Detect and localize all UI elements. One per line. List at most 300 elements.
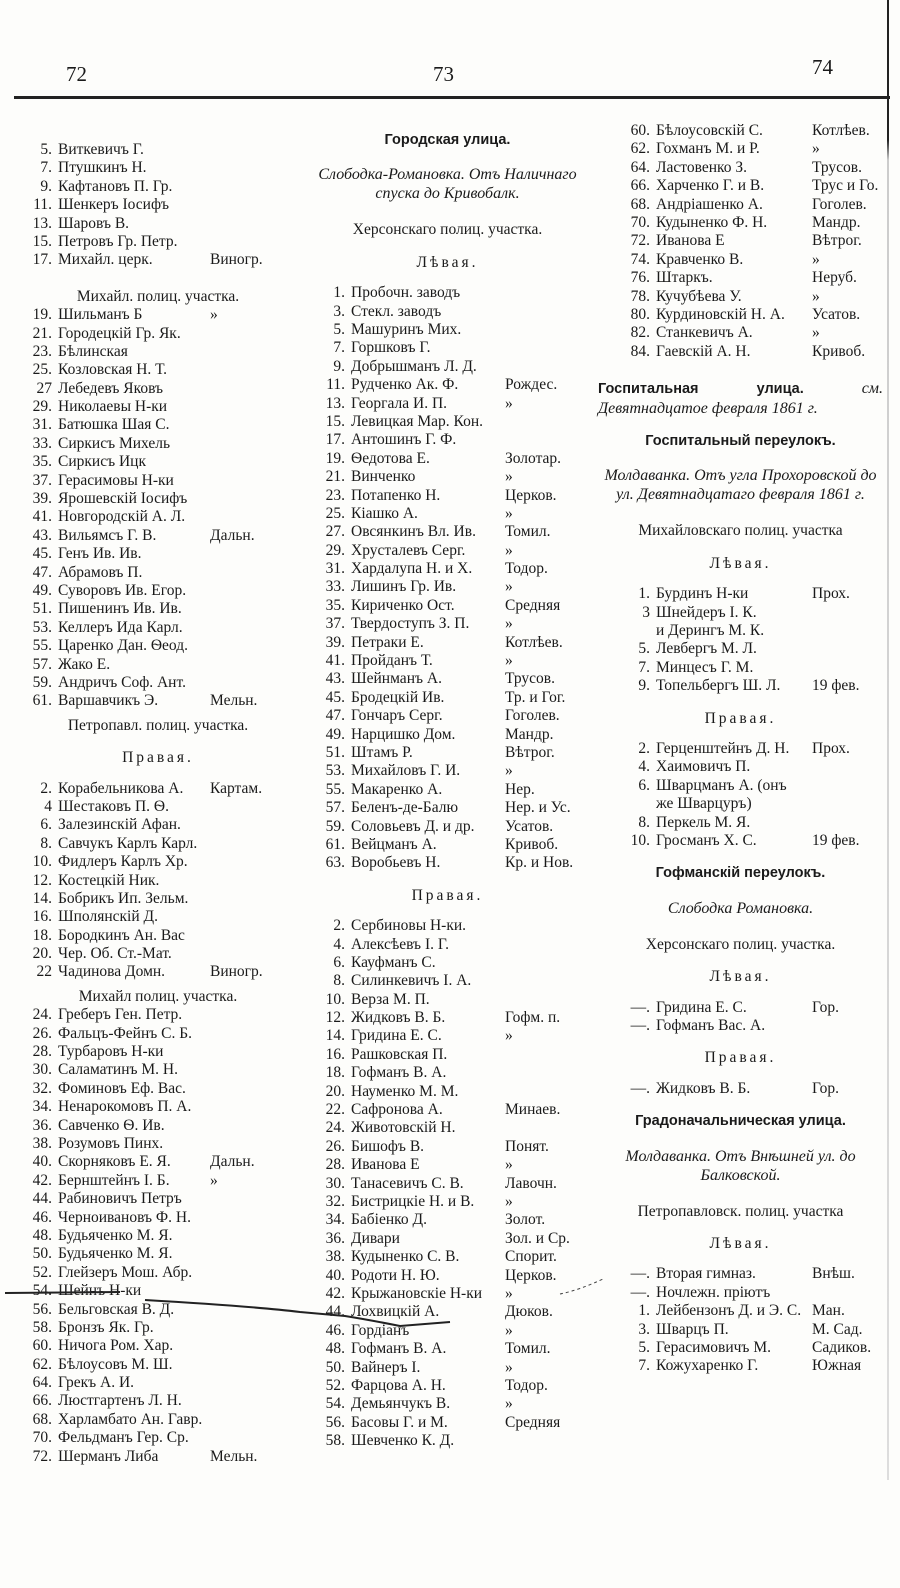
- address-entry: [305, 542, 590, 560]
- cross-street: »: [505, 1156, 513, 1174]
- house-number: 68.: [630, 195, 650, 213]
- resident-name: Андричъ Соф. Ант.: [58, 673, 186, 691]
- resident-name: Вильямсъ Г. В.: [58, 526, 157, 544]
- resident-name: Шенкеръ Іосифъ: [58, 196, 170, 214]
- resident-name: Бѣлинская: [58, 342, 128, 360]
- cross-street: Гофм. п.: [505, 1009, 561, 1027]
- address-entry: [305, 505, 590, 523]
- resident-name: Шварцъ П.: [656, 1320, 729, 1338]
- house-number: 39.: [32, 490, 52, 508]
- address-entry: [305, 670, 590, 688]
- resident-name: Шестаковъ П. Ѳ.: [58, 797, 169, 815]
- resident-name: Бѣлоусовскій С.: [656, 122, 763, 139]
- resident-name: Гофманъ В. А.: [351, 1064, 447, 1082]
- address-entry: [598, 159, 883, 177]
- address-entry: [18, 564, 298, 582]
- resident-name: Савчукъ Карлъ Карл.: [58, 834, 198, 852]
- address-entry: [18, 545, 298, 563]
- cross-street: »: [505, 468, 513, 486]
- resident-name: Ничога Ром. Хар.: [58, 1337, 174, 1355]
- resident-name: Курдиновскій Н. А.: [656, 305, 785, 323]
- resident-name: Пройданъ Т.: [351, 652, 433, 670]
- house-number: 80.: [630, 305, 650, 323]
- resident-name: Демьянчукъ В.: [351, 1395, 451, 1413]
- house-number: 31.: [32, 416, 52, 434]
- cross-street: »: [505, 541, 513, 559]
- address-entry: [598, 758, 883, 776]
- house-number: 41.: [32, 508, 52, 526]
- resident-name: Гордіанъ: [351, 1321, 410, 1339]
- house-number: 45.: [325, 688, 345, 706]
- address-entry: [18, 435, 298, 453]
- resident-name: Макаренко А.: [351, 780, 443, 798]
- house-number: 24.: [32, 1006, 52, 1024]
- house-number: 3.: [333, 302, 345, 320]
- resident-name: Басовы Г. и М.: [351, 1413, 448, 1431]
- house-number: 49.: [325, 725, 345, 743]
- cross-street: Южная: [812, 1357, 862, 1375]
- house-number: 14.: [32, 889, 52, 907]
- address-entry: [18, 798, 298, 816]
- address-entry: [18, 619, 298, 637]
- address-entry: [305, 1138, 590, 1156]
- house-number: 24.: [325, 1119, 345, 1137]
- address-entry: [18, 1301, 298, 1319]
- resident-name: Сербиновы Н-ки.: [351, 917, 467, 935]
- cross-street: Золот.: [505, 1211, 546, 1229]
- house-number: 54.: [325, 1395, 345, 1413]
- cross-street: »: [812, 287, 820, 305]
- resident-name: Вейцманъ А.: [351, 835, 437, 853]
- cross-street: Виногр.: [210, 251, 263, 269]
- cross-street: 19 фев.: [812, 677, 860, 695]
- cross-street: Дальн.: [210, 526, 255, 544]
- cross-street: Дюков.: [505, 1303, 553, 1321]
- address-entry: [305, 468, 590, 486]
- resident-name: Танасевичъ С. В.: [351, 1174, 464, 1192]
- house-number: 33.: [32, 434, 52, 452]
- cross-street: »: [812, 250, 820, 268]
- page-number-left: 72: [66, 62, 87, 86]
- house-number: 4: [44, 797, 52, 815]
- page-number-center: 73: [433, 62, 454, 86]
- address-entry: [305, 1414, 590, 1432]
- address-entry: [18, 1411, 298, 1429]
- house-number: 48.: [32, 1226, 52, 1244]
- house-number: 12.: [32, 871, 52, 889]
- resident-name: Минцесъ Г. М.: [656, 658, 754, 676]
- house-number: 63.: [325, 854, 345, 872]
- address-entry: [305, 1064, 590, 1082]
- resident-name: Костецкій Ник.: [58, 871, 160, 889]
- resident-name: Пишенинъ Ив. Ив.: [58, 600, 182, 618]
- cross-street: Зол. и Ср.: [505, 1229, 570, 1247]
- page-number-right: 74: [812, 55, 833, 79]
- resident-name: Савченко Ѳ. Ив.: [58, 1116, 165, 1134]
- resident-name: Скорняковъ Е. Я.: [58, 1153, 171, 1171]
- address-entry: [18, 416, 298, 434]
- resident-name: Перкель М. Я.: [656, 813, 751, 831]
- resident-name: Фидлеръ Карлъ Хр.: [58, 853, 188, 871]
- house-number: 25.: [32, 361, 52, 379]
- house-number: 13.: [32, 214, 52, 232]
- house-number: 46.: [32, 1208, 52, 1226]
- resident-name: Рабиновичъ Петръ: [58, 1190, 182, 1208]
- address-entry: [18, 215, 298, 233]
- resident-name: Ѳедотова Е.: [351, 449, 430, 467]
- cross-street: »: [210, 1171, 218, 1189]
- resident-name: Штамъ Р.: [351, 743, 413, 761]
- resident-name: Турбаровъ Н-ки: [58, 1043, 164, 1061]
- house-number: 7.: [40, 159, 52, 177]
- resident-name: Жидковъ В. Б.: [656, 1079, 751, 1097]
- resident-name: Алексѣевъ І. Г.: [351, 935, 449, 953]
- house-number: 21.: [325, 468, 345, 486]
- resident-name: Козловская Н. Т.: [58, 361, 167, 379]
- address-entry: [305, 413, 590, 431]
- address-entry: [18, 508, 298, 526]
- house-number: 84.: [630, 342, 650, 360]
- house-number: 4.: [333, 935, 345, 953]
- house-number: 28.: [32, 1043, 52, 1061]
- resident-name: Греберъ Ген. Петр.: [58, 1006, 183, 1024]
- police-precinct-label: Михайловскаго полиц. участка: [638, 522, 843, 540]
- address-entry: [18, 1209, 298, 1227]
- address-entry: [305, 1230, 590, 1248]
- cross-street: Картам.: [210, 779, 263, 797]
- address-entry: [305, 1101, 590, 1119]
- house-number: 32.: [32, 1079, 52, 1097]
- address-entry: [305, 936, 590, 954]
- resident-name: Левицкая Мар. Кон.: [351, 412, 484, 430]
- resident-name: Лишинъ Гр. Ив.: [351, 578, 457, 596]
- house-number: 8.: [638, 813, 650, 831]
- address-entry: [18, 637, 298, 655]
- address-entry: [305, 1009, 590, 1027]
- resident-name: Герценштейнъ Д. Н.: [656, 740, 790, 758]
- house-number: 27.: [325, 523, 345, 541]
- resident-name: Фальцъ-Фейнъ С. Б.: [58, 1024, 193, 1042]
- cross-street: »: [505, 762, 513, 780]
- address-entry: [18, 945, 298, 963]
- house-number: 51.: [32, 600, 52, 618]
- cross-street: Понят.: [505, 1137, 549, 1155]
- cross-street: Трусов.: [812, 158, 862, 176]
- address-entry: [18, 780, 298, 798]
- cross-street: Мандр.: [812, 213, 861, 231]
- cross-street: Прох.: [812, 585, 850, 603]
- address-entry: [305, 744, 590, 762]
- house-number: 32.: [325, 1192, 345, 1210]
- house-number: 11.: [326, 376, 345, 394]
- house-number: 82.: [630, 324, 650, 342]
- cross-street: Усатов.: [505, 817, 554, 835]
- resident-name: Жидковъ В. Б.: [351, 1009, 446, 1027]
- house-number: 45.: [32, 545, 52, 563]
- house-number: 17.: [32, 251, 52, 269]
- address-entry: [305, 1267, 590, 1285]
- house-number: 14.: [325, 1027, 345, 1045]
- address-entry: [305, 1340, 590, 1358]
- house-number: 70.: [32, 1429, 52, 1447]
- house-number: 42.: [325, 1284, 345, 1302]
- house-number: 25.: [325, 504, 345, 522]
- address-entry: [598, 777, 883, 795]
- address-entry: [305, 991, 590, 1009]
- address-entry: [18, 908, 298, 926]
- house-number: 58.: [325, 1432, 345, 1450]
- resident-name: Кучубѣева У.: [656, 287, 742, 305]
- resident-name: Птушкинъ Н.: [58, 159, 147, 177]
- cross-street: Виногр.: [210, 963, 263, 981]
- cross-street: »: [505, 1395, 513, 1413]
- address-entry: [598, 196, 883, 214]
- house-number: 19.: [32, 306, 52, 324]
- address-entry: [305, 652, 590, 670]
- address-entry: [305, 954, 590, 972]
- house-number: 26.: [32, 1024, 52, 1042]
- cross-street: М. Сад.: [812, 1320, 863, 1338]
- house-number: 29.: [32, 398, 52, 416]
- resident-name: Генъ Ив. Ив.: [58, 545, 142, 563]
- house-number: 10.: [325, 990, 345, 1008]
- house-number: 10.: [630, 832, 650, 849]
- cross-street: »: [505, 1284, 513, 1302]
- street-heading: Городская улица.: [384, 132, 511, 148]
- resident-name: Винченко: [351, 468, 416, 486]
- address-entry: [598, 740, 883, 758]
- address-entry: [305, 1211, 590, 1229]
- house-number: 23.: [325, 486, 345, 504]
- resident-name: Бистрицкіе Н. и В.: [351, 1192, 475, 1210]
- address-entry: [18, 582, 298, 600]
- resident-name: Михайловъ Г. И.: [351, 762, 461, 780]
- address-entry: [598, 1302, 883, 1320]
- resident-name: Ненарокомовъ П. А.: [58, 1098, 192, 1116]
- address-entry: [18, 159, 298, 177]
- address-entry: [598, 1017, 883, 1035]
- address-entry: [305, 634, 590, 652]
- address-entry: [18, 1245, 298, 1263]
- address-entry: [18, 1356, 298, 1374]
- cross-street: »: [505, 615, 513, 633]
- resident-name: Гофманъ В. А.: [351, 1340, 447, 1358]
- resident-name: Стекл. заводъ: [351, 302, 442, 320]
- resident-name: Штаркъ.: [656, 269, 713, 287]
- side-label: Лѣвая.: [416, 253, 479, 271]
- police-precinct-label: Петропавловск. полиц. участка: [637, 1202, 844, 1220]
- address-entry: [18, 490, 298, 508]
- cross-street: Томил.: [505, 1340, 551, 1358]
- resident-name: Овсянкинъ Вл. Ив.: [351, 523, 476, 541]
- resident-name: Шейнманъ А.: [351, 670, 442, 688]
- resident-name: Крыжановскіе Н-ки: [351, 1284, 483, 1302]
- resident-name: Топельбергъ Ш. Л.: [656, 677, 781, 695]
- address-entry: [18, 1098, 298, 1116]
- address-entry: [305, 615, 590, 633]
- resident-name: Вайнеръ І.: [351, 1358, 421, 1376]
- street-heading: Госпитальный переулокъ.: [645, 433, 836, 450]
- address-entry: [18, 1190, 298, 1208]
- resident-name: Вторая гимназ.: [656, 1265, 756, 1283]
- address-entry: [18, 674, 298, 692]
- resident-name: Бродецкій Ив.: [351, 688, 445, 706]
- address-entry: [598, 604, 883, 622]
- house-number: 50.: [325, 1358, 345, 1376]
- house-number: 34.: [32, 1098, 52, 1116]
- address-entry: [305, 707, 590, 725]
- address-entry: [305, 1083, 590, 1101]
- resident-name: Шнейдеръ І. К.: [656, 603, 757, 621]
- resident-name: Лейбензонъ Д. и Э. С.: [656, 1302, 802, 1320]
- house-number: 53.: [32, 618, 52, 636]
- cross-street: »: [210, 306, 218, 324]
- cross-street: Трусов.: [505, 670, 555, 688]
- resident-name: Шильманъ Б: [58, 306, 143, 324]
- resident-name: Рашковская П.: [351, 1045, 448, 1063]
- house-number: 30.: [325, 1174, 345, 1192]
- cross-street: Мандр.: [505, 725, 554, 743]
- house-number: 7.: [638, 658, 650, 676]
- resident-name: Кравченко В.: [656, 250, 744, 268]
- house-number: 54.: [32, 1282, 52, 1300]
- resident-name: Будьяченко М. Я.: [58, 1245, 173, 1263]
- house-number: 68.: [32, 1410, 52, 1428]
- address-entry: [18, 1448, 298, 1466]
- address-entry: [18, 141, 298, 159]
- address-entry: [598, 999, 883, 1017]
- address-entry: [598, 677, 883, 695]
- house-number: 76.: [630, 269, 650, 287]
- house-number: 15.: [32, 232, 52, 250]
- address-entry: [598, 1357, 883, 1375]
- house-number: 36.: [32, 1116, 52, 1134]
- resident-name: Суворовъ Ив. Егор.: [58, 582, 187, 599]
- house-number: 7.: [333, 339, 345, 357]
- cross-street: Гор.: [812, 998, 839, 1016]
- address-entry: [18, 233, 298, 251]
- house-number: —.: [630, 1265, 650, 1283]
- house-number: 28.: [325, 1156, 345, 1174]
- address-entry: [18, 963, 298, 981]
- address-entry: [598, 306, 883, 324]
- resident-name: Гохманъ М. и Р.: [656, 140, 760, 158]
- cross-street: 19 фев.: [812, 832, 860, 849]
- house-number: 29.: [325, 541, 345, 559]
- house-number: —.: [630, 1017, 650, 1034]
- address-entry: [305, 1303, 590, 1321]
- address-entry: [305, 1322, 590, 1340]
- address-entry: [18, 251, 298, 269]
- address-entry: [598, 1284, 883, 1302]
- resident-name: Саламатинъ М. Н.: [58, 1061, 179, 1079]
- cross-street: Гор.: [812, 1079, 839, 1097]
- resident-name: Люстгартенъ Л. Н.: [58, 1392, 182, 1410]
- cross-street: Тр. и Гог.: [505, 688, 566, 706]
- house-number: 50.: [32, 1245, 52, 1263]
- side-label: Правая.: [122, 749, 194, 767]
- resident-name: Георгала И. П.: [351, 394, 448, 412]
- resident-name: Царенко Дан. Ѳеод.: [58, 637, 189, 655]
- address-entry: [18, 1392, 298, 1410]
- house-number: 2.: [333, 917, 345, 935]
- cross-street: »: [505, 652, 513, 670]
- side-label: Правая.: [411, 886, 484, 904]
- resident-name: Кудыненко Ф. Н.: [656, 213, 768, 231]
- house-number: 72.: [630, 232, 650, 250]
- resident-name: Фельдманъ Гер. Ср.: [58, 1429, 189, 1447]
- resident-name: Лохвицкій А.: [351, 1303, 440, 1321]
- address-entry: [18, 1227, 298, 1245]
- house-number: 5.: [333, 321, 345, 338]
- resident-name: Науменко М. М.: [351, 1082, 459, 1100]
- resident-name: Бабіенко Д.: [351, 1211, 427, 1229]
- address-entry: [598, 1265, 883, 1283]
- resident-name: Абрамовъ П.: [58, 563, 143, 581]
- house-number: 43.: [325, 670, 345, 688]
- address-entry: [598, 832, 883, 850]
- house-number: 2.: [40, 779, 52, 797]
- resident-name: же Шварцуръ): [656, 795, 752, 813]
- police-precinct-label: Михайл полиц. участка.: [78, 987, 238, 1005]
- house-number: 3: [642, 603, 650, 621]
- resident-name: Родоти Н. Ю.: [351, 1266, 440, 1284]
- cross-street: Средняя: [505, 596, 561, 614]
- address-entry: [18, 816, 298, 834]
- cross-street: Церков.: [505, 486, 557, 504]
- house-number: 16.: [325, 1045, 345, 1063]
- cross-street: »: [505, 578, 513, 596]
- resident-name: Хаимовичъ П.: [656, 758, 751, 776]
- address-entry: [598, 343, 883, 361]
- district-description: Молдаванка. Отъ Внѣшней ул. до Балковской.: [625, 1147, 856, 1184]
- address-entry: [18, 1117, 298, 1135]
- resident-name: Кафтановъ П. Гр.: [58, 177, 173, 195]
- address-entry: [18, 1043, 298, 1061]
- cross-street: Мельн.: [210, 692, 258, 710]
- resident-name: Сафронова А.: [351, 1101, 443, 1119]
- house-number: 48.: [325, 1340, 345, 1358]
- house-number: 34.: [325, 1211, 345, 1229]
- cross-street: Томил.: [505, 523, 551, 541]
- house-number: —.: [630, 1079, 650, 1097]
- cross-street: Кривоб.: [812, 342, 866, 360]
- house-number: 60.: [32, 1337, 52, 1355]
- house-number: 66.: [630, 177, 650, 195]
- address-entry: [305, 487, 590, 505]
- address-entry: [18, 306, 298, 324]
- street-heading: Госпитальная улица.: [598, 381, 804, 398]
- resident-name: Петраки Е.: [351, 633, 424, 651]
- resident-name: Кудыненко С. В.: [351, 1248, 460, 1266]
- address-entry: [598, 1321, 883, 1339]
- house-number: 49.: [32, 582, 52, 599]
- resident-name: Жако Е.: [58, 655, 111, 673]
- address-entry: [18, 1264, 298, 1282]
- house-number: 58.: [32, 1318, 52, 1336]
- cross-street: Внѣш.: [812, 1265, 855, 1283]
- house-number: 70.: [630, 213, 650, 231]
- address-entry: [18, 1153, 298, 1171]
- house-number: 60.: [630, 122, 650, 139]
- address-entry: [598, 622, 883, 640]
- house-number: 36.: [325, 1229, 345, 1247]
- resident-name: Кириченко Ост.: [351, 596, 455, 614]
- address-entry: [305, 917, 590, 935]
- cross-street: Мельн.: [210, 1447, 258, 1465]
- address-entry: [598, 1339, 883, 1357]
- resident-name: Потапенко Н.: [351, 486, 441, 504]
